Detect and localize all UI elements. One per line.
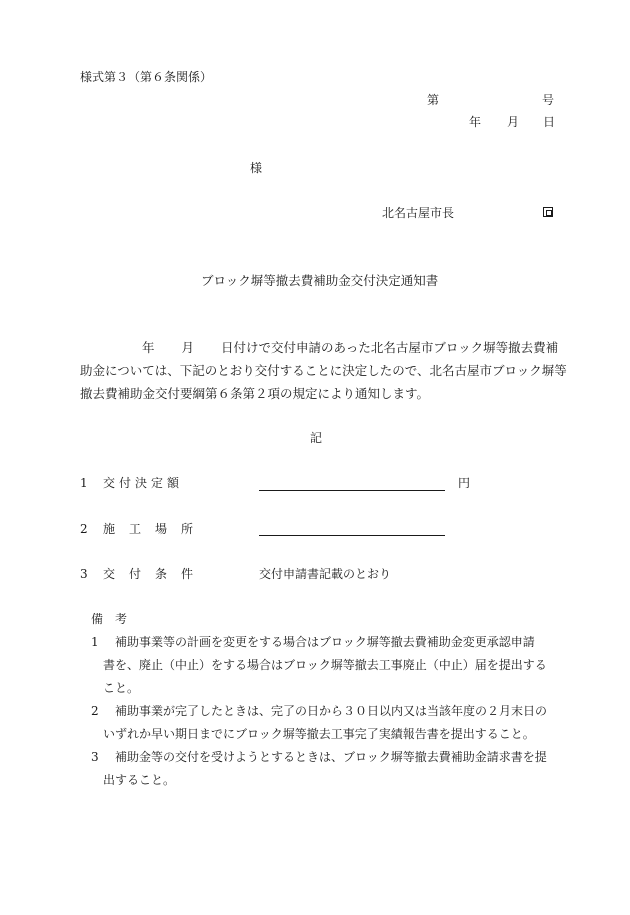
remarks-heading: 備 考 (91, 612, 128, 626)
date-year: 年 (469, 115, 482, 129)
item-1-label: 交付決定額 (103, 476, 184, 490)
item-2-number: 2 (80, 522, 88, 536)
document-title: ブロック塀等撤去費補助金交付決定通知書 (201, 273, 439, 288)
seal-mark (543, 207, 553, 217)
body-line-1-text: 日付けで交付申請のあった北名古屋市ブロック塀等撤去費補 (221, 340, 559, 355)
date-day: 日 (543, 115, 556, 129)
body-line-1 (80, 342, 558, 355)
note-1-line-3: こと。 (103, 681, 140, 695)
item-2-value-line (259, 535, 445, 536)
note-2-line-1: 補助事業が完了したときは、完了の日から３０日以内又は当該年度の２月末日の (115, 704, 548, 718)
issuer-name: 北名古屋市長 (382, 206, 455, 220)
item-3-label: 交付条件 (103, 567, 208, 581)
doc-number-prefix: 第 (427, 93, 440, 107)
form-number: 様式第３（第６条関係） (80, 70, 213, 84)
body-date-year: 年 (142, 340, 155, 355)
note-2-line-2: いずれか早い期日までにブロック塀等撤去工事完了実績報告書を提出すること。 (103, 727, 535, 741)
body-date-month: 月 (181, 340, 195, 355)
item-3-value: 交付申請書記載のとおり (259, 567, 392, 581)
date-month: 月 (507, 115, 520, 129)
note-3-line-2: 出すること。 (103, 773, 176, 787)
body-line-2: 助金については、下記のとおり交付することに決定したので、北名古屋市ブロック塀等 (80, 363, 567, 378)
item-1-value-line (259, 490, 445, 491)
note-2-number: 2 (91, 704, 99, 718)
note-1-number: 1 (91, 635, 99, 649)
item-1-number: 1 (80, 476, 88, 490)
item-1-unit: 円 (458, 476, 471, 490)
addressee-suffix: 様 (250, 161, 263, 175)
body-line-3: 撤去費補助金交付要綱第６条第２項の規定により通知します。 (80, 386, 430, 401)
doc-number-suffix: 号 (542, 93, 555, 107)
note-1-line-2: 書を、廃止（中止）をする場合はブロック塀等撤去工事廃止（中止）届を提出する (103, 658, 547, 672)
item-3-number: 3 (80, 567, 88, 581)
ki-marker: 記 (310, 431, 323, 445)
item-2-label: 施工場所 (103, 522, 208, 536)
note-3-number: 3 (91, 750, 99, 764)
note-1-line-1: 補助事業等の計画を変更をする場合はブロック塀等撤去費補助金変更承認申請 (115, 635, 535, 649)
note-3-line-1: 補助金等の交付を受けようとするときは、ブロック塀等撤去費補助金請求書を提 (115, 750, 547, 764)
